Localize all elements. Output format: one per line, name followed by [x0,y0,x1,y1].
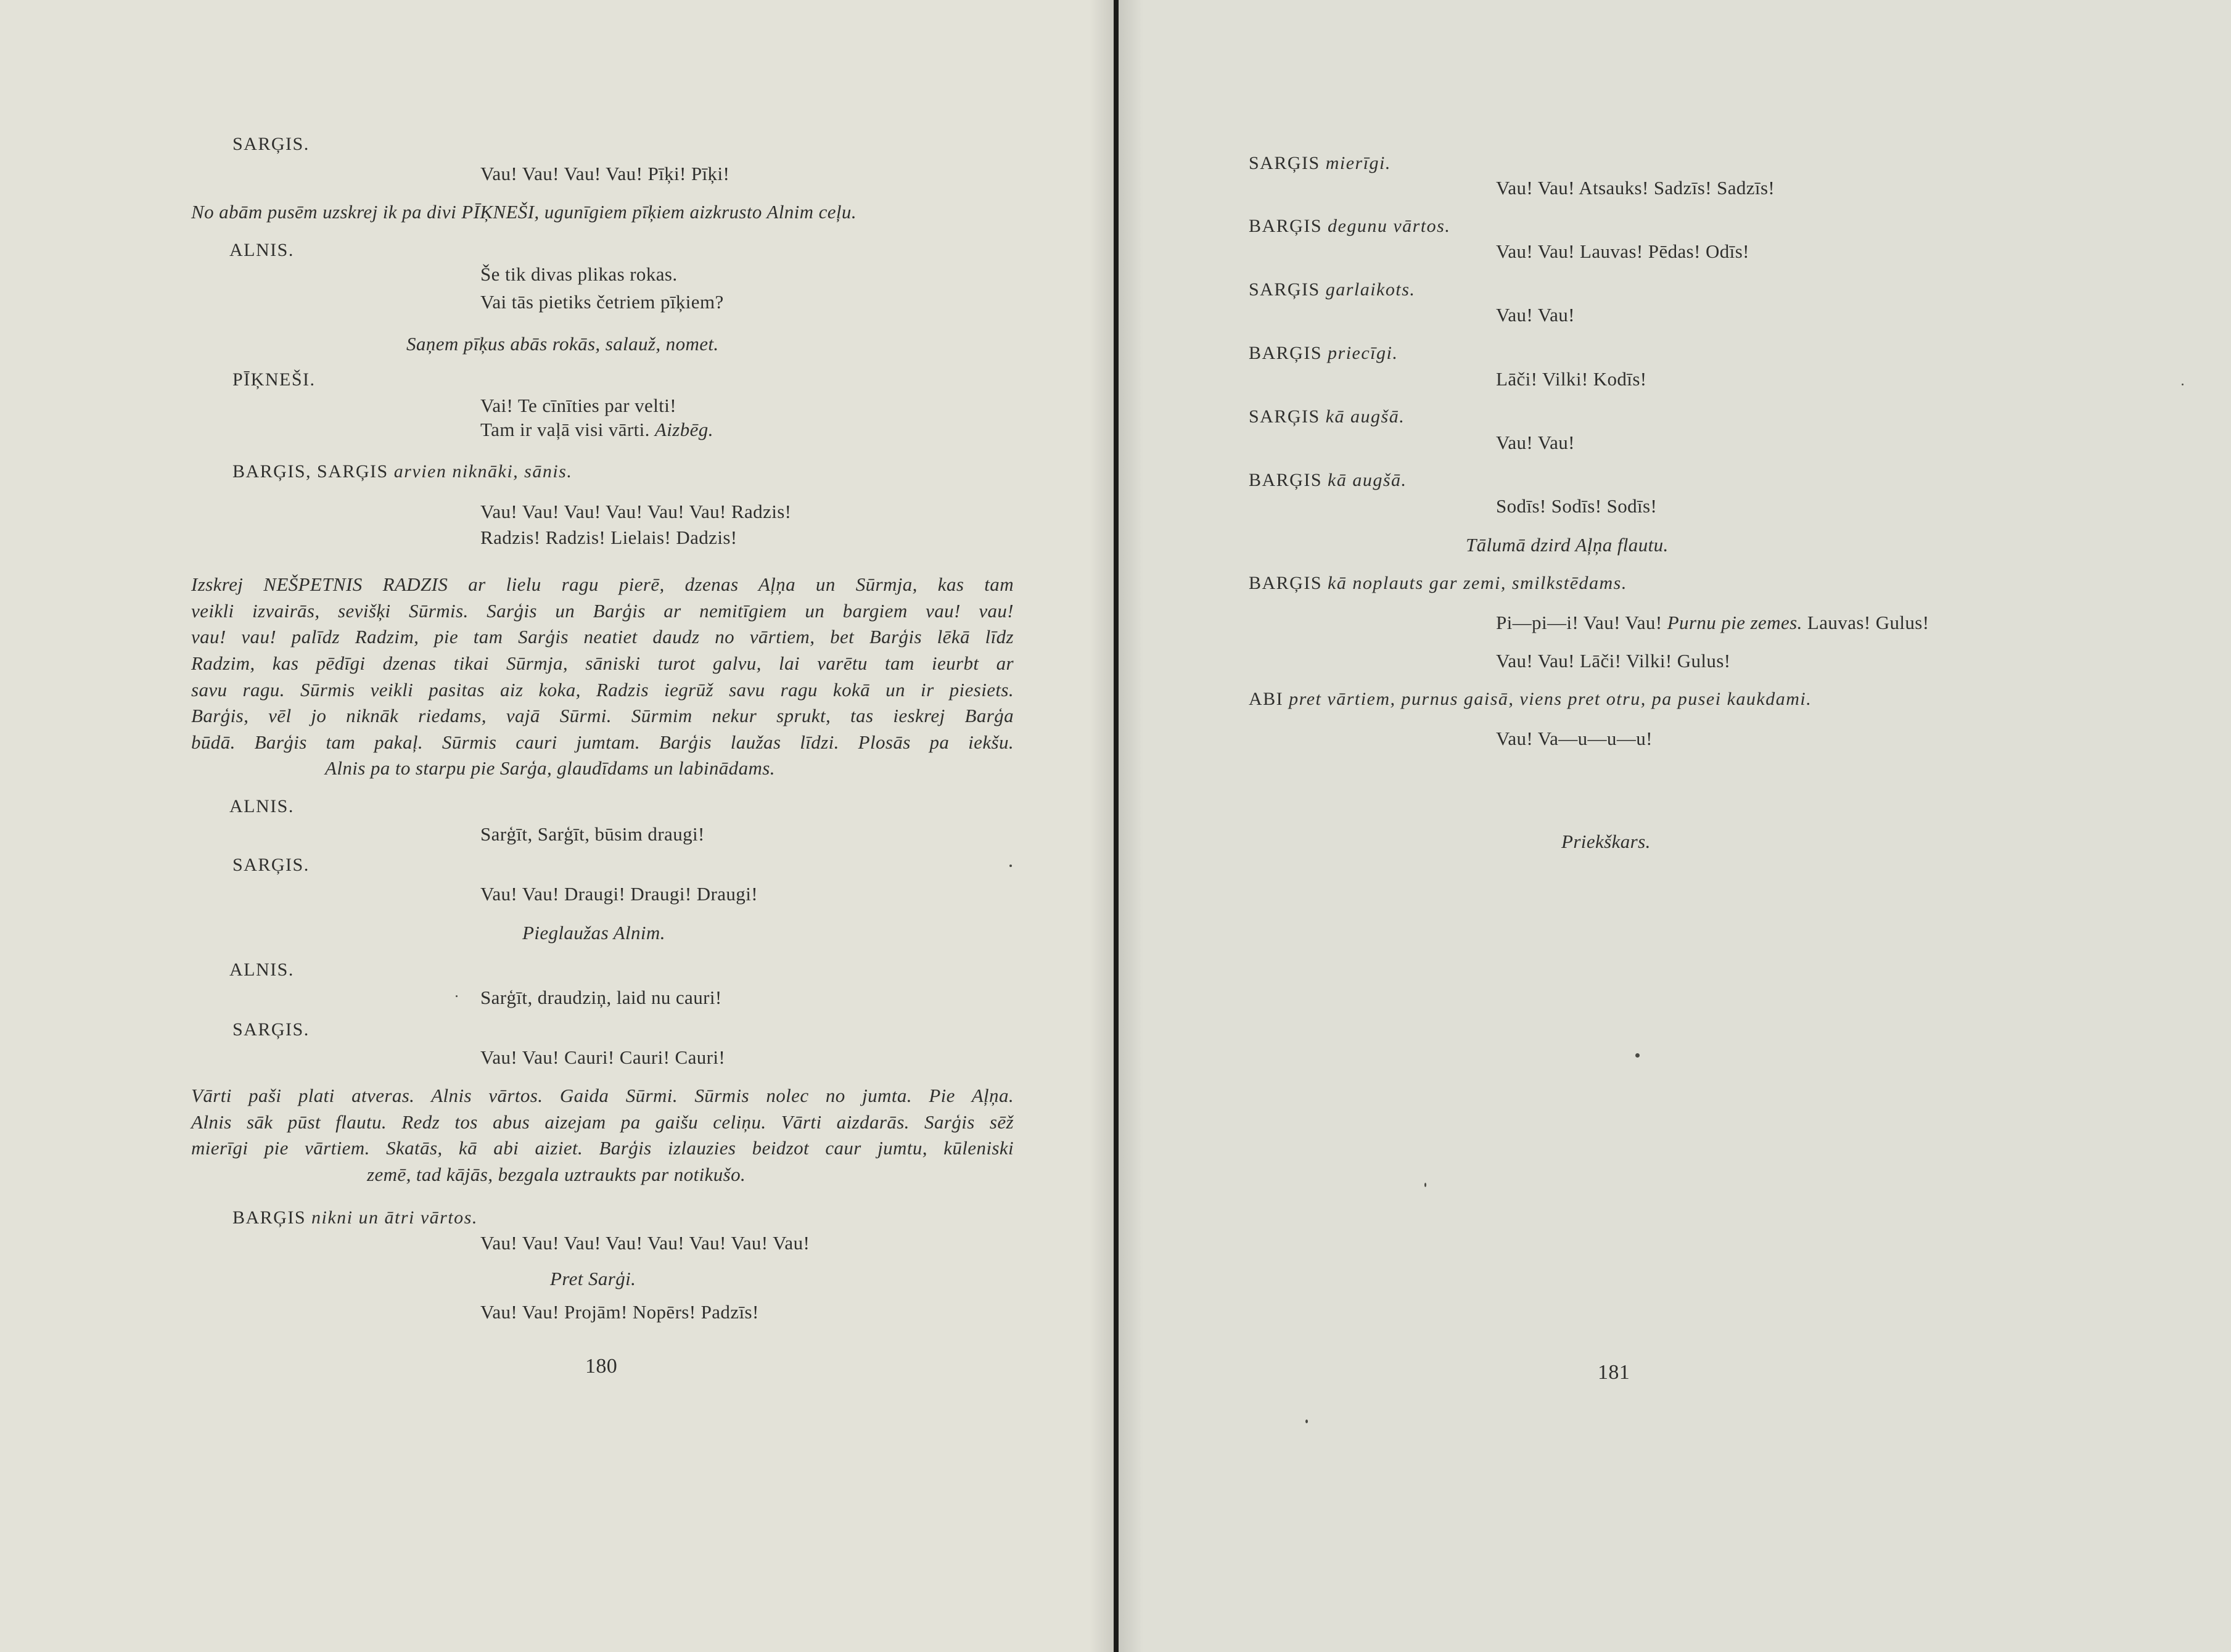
regular-text: Sarģīt, Sarģīt, būsim draugi! [480,823,705,845]
regular-text: Vau! Vau! Vau! Vau! Vau! Vau! Vau! Vau! [480,1232,810,1254]
page-number: 180 [585,1355,618,1378]
regular-text: ALNIS. [229,240,294,260]
italic-text: Pret Sarģi. [550,1268,636,1289]
stage-direction [191,651,1014,676]
speaker-name [232,1017,310,1042]
stage-direction [191,1110,1014,1135]
dialogue-line [1496,726,1653,751]
italic-text: priecīgi. [1328,343,1399,363]
italic-text: No abām pusēm uzskrej ik pa divi PĪĶNEŠI, ugunīgiem pīķiem aizkrusto Alnim ceļu. [191,201,857,223]
stage-direction [191,1083,1014,1108]
italic-text: degunu vārtos. [1328,216,1451,236]
italic-text: savu ragu. Sūrmis veikli pasitas aiz koka, Radzis iegrūž savu ragu kokā un ir piesiets. [191,679,1014,701]
paper-speck [1635,1053,1640,1058]
stage-direction [325,756,775,781]
regular-text: Vai! Te cīnīties par velti! [480,395,676,416]
stage-direction [550,1267,636,1291]
italic-text: mierīgi pie vārtiem. Skatās, kā abi aiziet. Barģis izlauzies beidzot caur jumtu, kūleniski [191,1137,1014,1159]
regular-text: Vau! Vau! Vau! Vau! Pīķi! Pīķi! [480,163,730,184]
dialogue-line [480,525,738,550]
italic-text: Saņem pīķus abās rokās, salauž, nomet. [406,333,719,355]
stage-direction [1466,533,1669,557]
speaker-name [1249,405,1405,429]
italic-text: mierīgi. [1325,153,1391,173]
regular-text: Pi—pi—i! Vau! Vau! [1496,612,1667,633]
right-page [1119,0,2231,1652]
regular-text: BARĢIS [1249,216,1328,236]
italic-text: Tālumā dzird Aļņa flautu. [1466,534,1669,556]
italic-text: Alnis sāk pūst flautu. Redz tos abus aizejam pa gaišu celiņu. Vārti aizdarās. Sarģis sēž [191,1111,1014,1133]
regular-text: SARĢIS. [232,855,310,875]
dialogue-line [480,393,676,418]
italic-text: Vārti paši plati atveras. Alnis vārtos. Gaida Sūrmi. Sūrmis nolec no jumta. Pie Aļņa. [191,1085,1014,1106]
paper-speck [456,995,458,997]
italic-text: Aizbēg. [654,419,713,440]
regular-text: SARĢIS [1249,279,1326,300]
speaker-name [229,238,294,263]
regular-text: Sarģīt, draudziņ, laid nu cauri! [480,987,722,1008]
dialogue-line [480,417,713,442]
spine-shadow [1089,0,1114,1652]
regular-text: ABI [1249,689,1289,709]
paper-speck [1424,1183,1426,1187]
italic-text: Izskrej NEŠPETNIS RADZIS ar lielu ragu pierē, dzenas Aļņa un Sūrmja, kas tam [191,573,1014,595]
dialogue-line [480,822,705,847]
regular-text: Lāči! Vilki! Kodīs! [1496,368,1647,390]
stage-direction [191,599,1014,623]
regular-text: BARĢIS [1249,573,1328,593]
dialogue-line [1496,367,1647,392]
speaker-name [1249,687,1812,712]
dialogue-line [480,262,678,287]
stage-direction [191,730,1014,755]
regular-text: Vau! Vau! Projām! Nopērs! Padzīs! [480,1301,759,1323]
italic-text: nikni un ātri vārtos. [311,1207,478,1228]
italic-text: pret vārtiem, purnus gaisā, viens pret otru, pa pusei kaukdami. [1289,689,1812,709]
italic-text: Radzim, kas pēdīgi dzenas tikai Sūrmja, sāniski turot galvu, lai varētu tam ieurbt ar [191,652,1014,674]
stage-direction [191,1136,1014,1161]
italic-text: kā augšā. [1328,470,1407,490]
paper-speck [1305,1420,1308,1423]
dialogue-line [480,162,729,186]
italic-text: kā noplauts gar zemi, smilkstēdams. [1328,573,1627,593]
dialogue-line [480,985,722,1010]
speaker-name [1249,468,1407,493]
italic-text: Priekškars. [1561,831,1651,852]
speaker-name [232,853,310,877]
stage-direction [191,704,1014,728]
left-page [0,0,1114,1652]
italic-text: garlaikots. [1325,279,1416,300]
regular-text: BARĢIS, SARĢIS [232,461,394,482]
regular-text: Lauvas! Gulus! [1802,612,1929,633]
regular-text: Vau! Vau! [1496,432,1575,453]
regular-text: Vau! Vau! Lauvas! Pēdas! Odīs! [1496,240,1749,262]
speaker-name [232,132,310,157]
regular-text: Sodīs! Sodīs! Sodīs! [1496,495,1658,517]
speaker-name [232,1206,478,1230]
dialogue-line [1496,430,1575,455]
speaker-name [1249,571,1627,596]
dialogue-line [1496,494,1657,519]
regular-text: Vau! Vau! Lāči! Vilki! Gulus! [1496,650,1731,672]
spine-shadow [1119,0,1143,1652]
dialogue-line [1496,610,1929,635]
italic-text: veikli izvairās, sevišķi Sūrmis. Sarģis un Barģis ar nemitīgiem un bargiem vau! vau! [191,600,1014,622]
italic-text: Pieglaužas Alnim. [522,922,665,943]
dialogue-line [1496,303,1575,327]
dialogue-line [480,1045,725,1070]
italic-text: kā augšā. [1325,406,1405,427]
italic-text: arvien niknāki, sānis. [393,461,573,482]
dialogue-line [480,1231,810,1255]
italic-text: Purnu pie zemes. [1667,612,1802,633]
italic-text: būdā. Barģis tam pakaļ. Sūrmis cauri jumtam. Barģis laužas līdzi. Plosās pa iekšu. [191,731,1014,753]
stage-direction [367,1162,746,1187]
italic-text: Barģis, vēl jo niknāk riedams, vajā Sūrmi. Sūrmim nekur sprukt, tas ieskrej Barģa [191,705,1014,726]
speaker-name [229,958,294,982]
dialogue-line [1496,176,1775,200]
speaker-name [1249,277,1415,302]
regular-text: Radzis! Radzis! Lielais! Dadzis! [480,527,738,548]
dialogue-line [480,499,791,524]
dialogue-line [1496,649,1731,673]
regular-text: BARĢIS [1249,343,1328,363]
regular-text: Vau! Vau! Cauri! Cauri! Cauri! [480,1046,726,1068]
stage-direction [191,678,1014,702]
italic-text: vau! vau! palīdz Radzim, pie tam Sarģis neatiet daudz no vārtiem, bet Barģis lēkā līdz [191,626,1014,647]
stage-direction [191,572,1014,597]
stage-direction [191,200,857,224]
regular-text: PĪĶNEŠI. [232,369,316,390]
regular-text: Še tik divas plikas rokas. [480,263,678,285]
regular-text: Vai tās pietiks četriem pīķiem? [480,291,724,313]
dialogue-line [480,882,758,906]
paper-speck [2182,384,2184,385]
italic-text: zemē, tad kājās, bezgala uztraukts par notikušo. [367,1164,746,1185]
regular-text: Vau! Vau! Atsauks! Sadzīs! Sadzīs! [1496,177,1775,199]
dialogue-line [480,290,724,314]
regular-text: Tam ir vaļā visi vārti. [480,419,655,440]
dialogue-line [1496,239,1749,264]
curtain-direction [1561,829,1651,854]
regular-text: Vau! Vau! Vau! Vau! Vau! Vau! Radzis! [480,501,792,522]
speaker-name [232,368,316,392]
paper-speck [1009,865,1012,867]
dialogue-line [480,1300,759,1325]
regular-text: Vau! Va—u—u—u! [1496,728,1653,749]
page-number: 181 [1598,1361,1630,1384]
speaker-name [232,459,572,484]
regular-text: ALNIS. [229,796,294,816]
regular-text: BARĢIS [1249,470,1328,490]
stage-direction [522,921,665,945]
stage-direction [406,332,719,356]
regular-text: SARĢIS [1249,153,1326,173]
speaker-name [1249,214,1450,239]
regular-text: BARĢIS [232,1207,312,1228]
regular-text: SARĢIS. [232,134,310,154]
speaker-name [229,794,294,819]
stage-direction [191,625,1014,649]
speaker-name [1249,151,1391,176]
regular-text: ALNIS. [229,960,294,980]
regular-text: Vau! Vau! Draugi! Draugi! Draugi! [480,883,758,905]
italic-text: Alnis pa to starpu pie Sarģa, glaudīdams un labinādams. [325,757,775,779]
regular-text: SARĢIS. [232,1019,310,1040]
regular-text: Vau! Vau! [1496,304,1575,326]
speaker-name [1249,341,1398,366]
regular-text: SARĢIS [1249,406,1326,427]
